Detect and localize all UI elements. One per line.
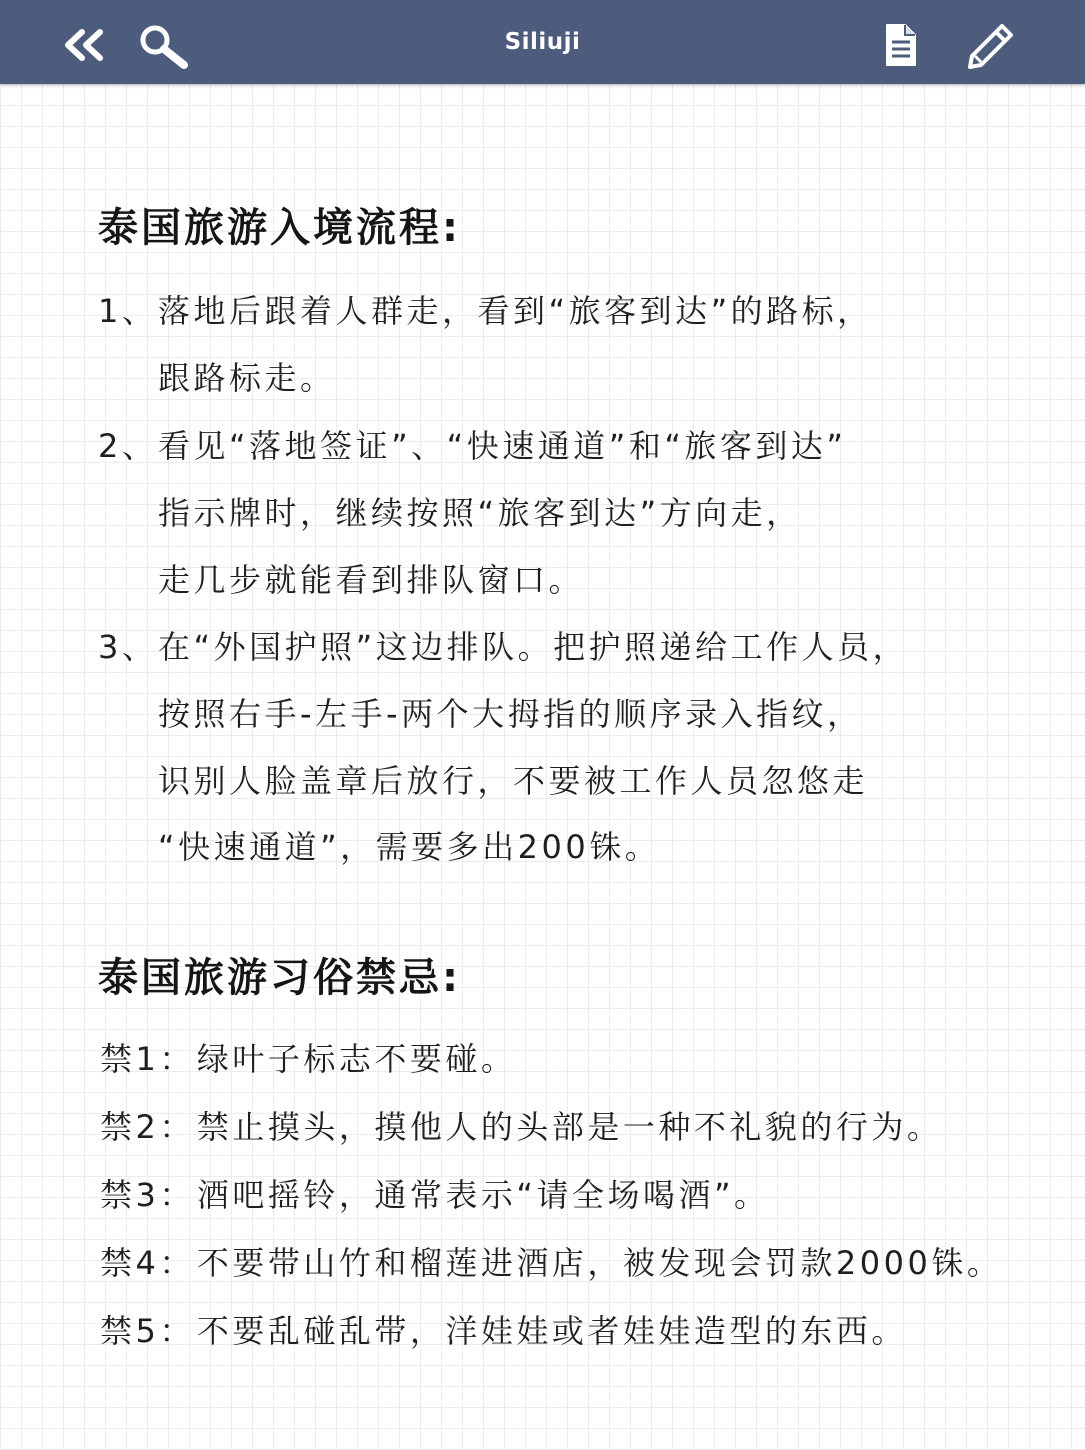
step-text-line: “快速通道”，需要多出200铢。 — [158, 828, 661, 866]
taboo-label: 禁2： — [100, 1108, 195, 1146]
step-text-line: 识别人脸盖章后放行，不要被工作人员忽悠走 — [158, 762, 869, 800]
taboo-text: 不要带山竹和榴莲进酒店，被发现会罚款2000铢。 — [196, 1244, 1003, 1282]
taboo-text: 酒吧摇铃，通常表示“请全场喝酒”。 — [196, 1176, 770, 1214]
app-title: Siliuji — [504, 29, 581, 55]
section-heading-entry-process: 泰国旅游入境流程: — [98, 205, 461, 251]
taboo-label: 禁5： — [100, 1312, 195, 1350]
taboo-label: 禁3： — [100, 1176, 195, 1214]
step-text-line: 看见“落地签证”、“快速通道”和“旅客到达” — [158, 427, 847, 465]
step-text-line: 落地后跟着人群走，看到“旅客到达”的路标， — [158, 292, 873, 330]
step-number: 2、 — [98, 427, 158, 465]
step-text-line: 按照右手-左手-两个大拇指的顺序录入指纹， — [158, 695, 863, 733]
section-heading-taboos: 泰国旅游习俗禁忌: — [98, 955, 461, 1001]
taboo-item-2 — [100, 1102, 942, 1148]
step-number: 1、 — [98, 292, 158, 330]
taboo-item-3 — [100, 1170, 770, 1216]
document-icon[interactable] — [884, 22, 918, 68]
taboo-item-4 — [100, 1238, 1002, 1284]
step-number: 3、 — [98, 628, 158, 666]
step-text-line: 走几步就能看到排队窗口。 — [158, 561, 585, 599]
step-text-line: 指示牌时，继续按照“旅客到达”方向走， — [158, 494, 802, 532]
taboo-item-1 — [100, 1034, 516, 1080]
taboo-text: 绿叶子标志不要碰。 — [196, 1040, 517, 1078]
taboo-label: 禁4： — [100, 1244, 195, 1282]
taboo-text: 不要乱碰乱带，洋娃娃或者娃娃造型的东西。 — [196, 1312, 907, 1350]
pencil-icon[interactable] — [966, 22, 1016, 70]
step-text-line: 跟路标走。 — [158, 359, 336, 397]
taboo-item-5 — [100, 1306, 907, 1352]
note-content[interactable] — [0, 84, 1085, 1450]
top-toolbar — [0, 0, 1085, 84]
step-text-line: 在“外国护照”这边排队。把护照递给工作人员， — [158, 628, 909, 666]
taboo-text: 禁止摸头，摸他人的头部是一种不礼貌的行为。 — [196, 1108, 943, 1146]
taboo-label: 禁1： — [100, 1040, 195, 1078]
